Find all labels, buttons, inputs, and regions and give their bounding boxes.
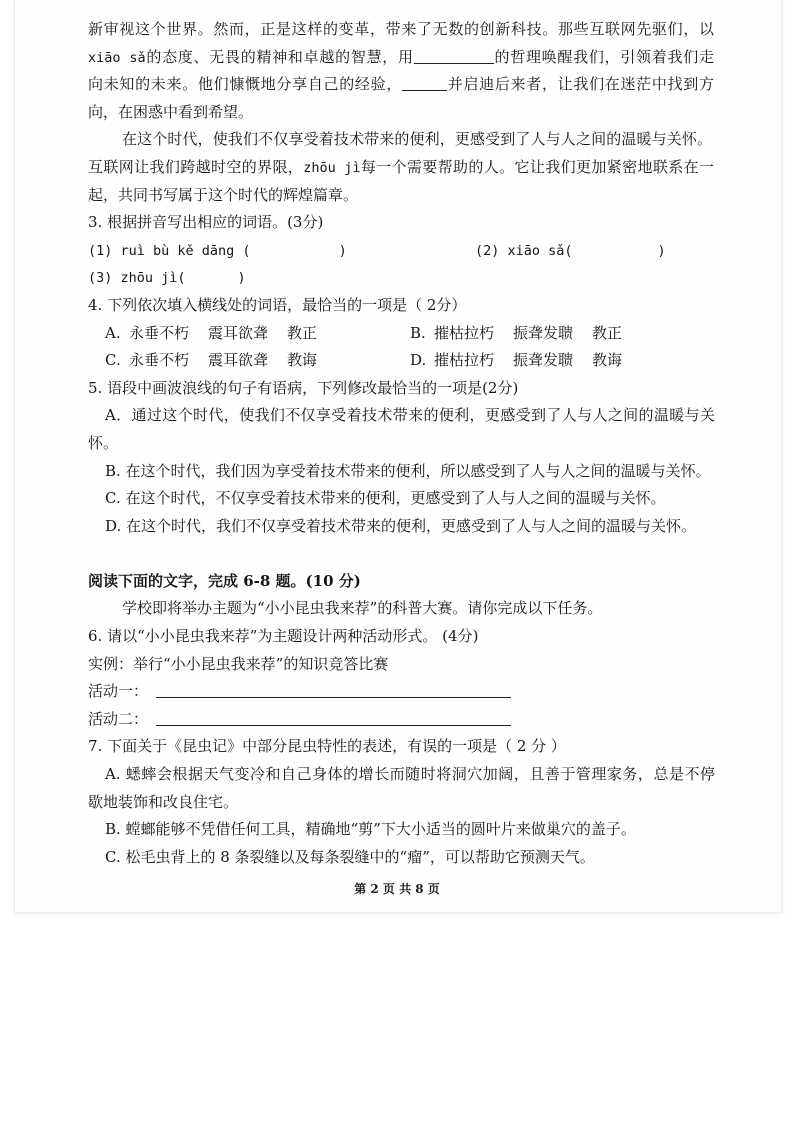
q3-item-close: ) — [338, 242, 347, 259]
q7-option-a-line-1: A. 蟋蟀会根据天气变冷和自己身体的增长而随时将洞穴加阔，且善于管理家务，总是不停 — [105, 765, 715, 784]
option-word: 摧枯拉朽 — [434, 351, 495, 370]
pinyin-zhou-ji: zhōu jì — [303, 159, 361, 176]
page-content — [0, 16, 794, 871]
q3-item-2 — [475, 237, 666, 266]
q4-option-c — [105, 347, 336, 375]
passage-line-6 — [0, 154, 714, 182]
option-letter: B. — [410, 323, 426, 342]
q5-option-a-line-1: A．通过这个时代，使我们不仅享受着技术带来的便利，更感受到了人与人之间的温暖与关 — [105, 406, 715, 425]
passage-line-3 — [0, 71, 714, 99]
activity-2-answer-line — [156, 711, 511, 726]
passage-line-4: 向，在困惑中看到希望。 — [88, 102, 254, 121]
option-word: 永垂不朽 — [129, 323, 190, 342]
passage-line-5: 在这个时代，使我们不仅享受着技术带来的便利，更感受到了人与人之间的温暖与关怀。 — [122, 130, 712, 149]
activity-2-row — [0, 706, 794, 734]
option-word: 教诲 — [592, 351, 623, 370]
q5-option-c: C. 在这个时代，不仅享受着技术带来的便利，更感受到了人与人之间的温暖与关怀。 — [105, 489, 666, 508]
option-word: 振聋发聩 — [513, 323, 574, 342]
question-3-stem: 3. 根据拼音写出相应的词语。(3分) — [88, 213, 324, 232]
q3-item-3 — [88, 268, 246, 286]
q7-option-c: C. 松毛虫背上的 8 条裂缝以及每条裂缝中的“瘤”，可以帮助它预测天气。 — [105, 847, 595, 866]
q3-item-close: ) — [657, 242, 666, 259]
q3-item-close: ) — [237, 270, 246, 287]
question-6-example: 实例：举行“小小昆虫我来荐”的知识竞答比赛 — [88, 654, 389, 673]
option-word: 振聋发聩 — [513, 351, 574, 370]
option-word: 教正 — [287, 323, 318, 342]
fill-blank-1 — [414, 49, 494, 64]
section-heading: 阅读下面的文字，完成 6-8 题。(10 分) — [88, 571, 361, 590]
option-word: 教正 — [592, 323, 623, 342]
option-word: 教诲 — [287, 351, 318, 370]
q3-item-label: (2) xiāo sǎ( — [475, 242, 573, 259]
q5-option-d: D. 在这个时代，我们不仅享受着技术带来的便利，更感受到了人与人之间的温暖与关怀。 — [105, 516, 697, 535]
passage-line-7: 起，共同书写属于这个时代的辉煌篇章。 — [88, 185, 359, 204]
spacer-line — [0, 540, 794, 568]
question-3-row-2 — [0, 264, 794, 292]
q4-option-a — [105, 320, 336, 348]
fill-blank-2 — [402, 76, 447, 91]
option-word: 永垂不朽 — [129, 351, 190, 370]
passage-text: 并启迪后来者，让我们在迷茫中找到方 — [447, 75, 714, 94]
option-letter: D. — [410, 351, 427, 370]
q5-option-a-line-2: 怀。 — [88, 433, 119, 452]
passage-text: 向未知的未来。他们慷慨地分享自己的经验， — [88, 75, 403, 94]
question-4-options-row-2 — [0, 347, 794, 375]
q3-item-1 — [88, 241, 347, 259]
q7-option-b: B. 螳螂能够不凭借任何工具，精确地“剪”下大小适当的圆叶片来做巢穴的盖子。 — [105, 820, 636, 839]
passage-line-1: 新审视这个世界。然而，正是这样的变革，带来了无数的创新科技。那些互联网先驱们，以 — [88, 20, 714, 38]
option-letter: A. — [105, 323, 121, 342]
section-intro: 学校即将举办主题为“小小昆虫我来荐”的科普大赛。请你完成以下任务。 — [122, 599, 603, 618]
question-3-row-1 — [0, 237, 794, 265]
q4-option-d — [410, 347, 641, 375]
question-6-stem: 6. 请以“小小昆虫我来荐”为主题设计两种活动形式。 (4分) — [88, 627, 479, 646]
activity-2-label: 活动二： — [88, 709, 149, 728]
passage-text: 互联网让我们跨越时空的界限， — [88, 157, 304, 176]
passage-text: 的哲理唤醒我们，引领着我们走 — [493, 47, 714, 66]
option-word: 震耳欲聋 — [208, 351, 269, 370]
option-word: 震耳欲聋 — [208, 323, 269, 342]
pinyin-xiao-sa: xiāo sǎ — [88, 49, 146, 66]
activity-1-row — [0, 678, 794, 706]
passage-line-2 — [0, 44, 714, 72]
question-4-stem: 4. 下列依次填入横线处的词语，最恰当的一项是（ 2分） — [88, 295, 467, 314]
q3-item-label: (1) ruì bù kě dāng ( — [88, 242, 251, 259]
passage-text: 的态度、无畏的精神和卓越的智慧，用 — [145, 47, 414, 66]
activity-1-label: 活动一： — [88, 682, 149, 701]
question-4-options-row-1 — [0, 320, 794, 348]
option-letter: C. — [105, 351, 121, 370]
activity-1-answer-line — [156, 683, 511, 698]
option-word: 摧枯拉朽 — [434, 323, 495, 342]
passage-text: 每一个需要帮助的人。它让我们更加紧密地联系在一 — [360, 157, 714, 176]
q4-option-b — [410, 320, 641, 348]
question-7-stem: 7. 下面关于《昆虫记》中部分昆虫特性的表述，有误的一项是（ 2 分 ） — [88, 737, 566, 756]
q5-option-b: B. 在这个时代，我们因为享受着技术带来的便利，所以感受到了人与人之间的温暖与关怀。 — [105, 461, 711, 480]
question-5-stem: 5. 语段中画波浪线的句子有语病，下列修改最恰当的一项是(2分) — [88, 378, 519, 397]
q3-item-label: (3) zhōu jì( — [88, 270, 186, 287]
page-number-footer: 第 2 页 共 8 页 — [354, 882, 440, 896]
q7-option-a-line-2: 歇地装饰和改良住宅。 — [88, 792, 239, 811]
